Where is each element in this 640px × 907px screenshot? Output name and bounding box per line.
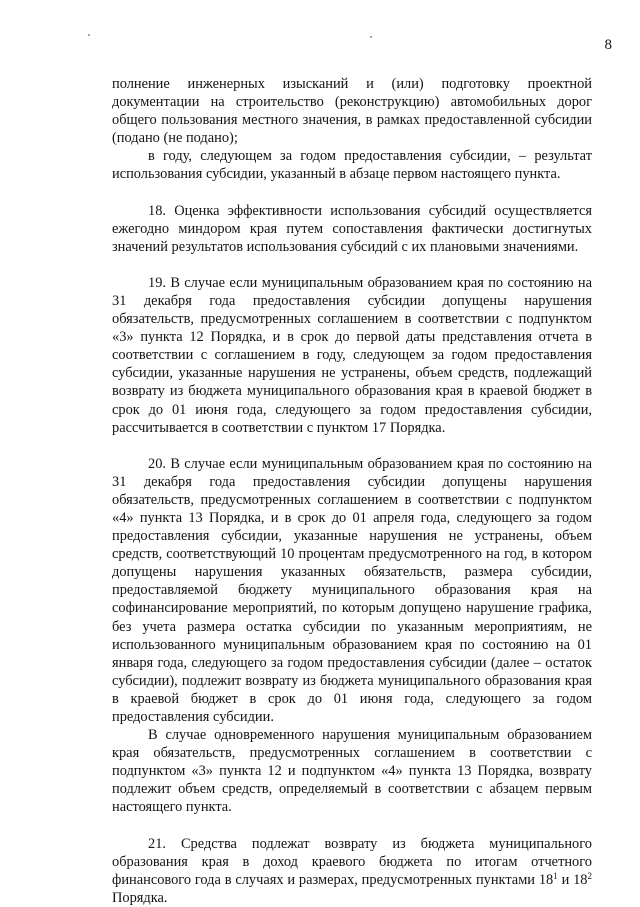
paragraph-intro-result: в году, следующем за годом предоставления субсидии, – результат использования субсидии, указанный в абзаце первом настоящего пункта. xyxy=(112,148,592,183)
paragraph-18: 18. Оценка эффективности использования субсидий осуществляется ежегодно миндором края путем сопоставления фактически достигнутых значений результатов использования субсидий с их плановыми значениями. xyxy=(112,202,592,255)
superscript-1: 1 xyxy=(553,870,558,881)
scan-speck xyxy=(370,36,372,38)
paragraph-20: 20. В случае если муниципальным образованием края по состоянию на 31 декабря года предоставления субсидии допущены нарушения обязательств, предусмотренных соглашением в соответствии с подпунктом «4» пункта 13 Порядка, и в срок до 01 апреля года, следующего за годом предоставления субсидии, указанные нарушения не устранены, объем средств, соответствующий 10 процентам предусмотренного на год, в котором допущены нарушения указанных обязательств, размера субсидии, предоставляемой бюджету муниципального образования края на софинансирование мероприятий, по которым допущено нарушение графика, без учета размера остатка субсидии по указанным мероприятиям, не использованного муниципальным образованием края по состоянию на 01 января года, следующего за годом предоставления субсидии (далее – остаток субсидии), подлежит возврату из бюджета муниципального образования края в краевой бюджет в срок до 01 июня года, следующего за годом предоставления субсидии. xyxy=(112,455,592,725)
document-body xyxy=(112,75,592,907)
page-number: 8 xyxy=(604,37,612,53)
paragraph-21-and: и 18 xyxy=(557,871,588,888)
paragraph-20-second: В случае одновременного нарушения муниципальным образованием края обязательств, предусмотренных соглашением в соответствии с подпунктом «3» пункта 12 и подпунктом «4» пункта 13 Порядка, возврату подлежит объем средств, определяемый в соответствии с абзацем первым настоящего пункта. xyxy=(112,727,592,816)
paragraph-19: 19. В случае если муниципальным образованием края по состоянию на 31 декабря года предоставления субсидии допущены нарушения обязательств, предусмотренных соглашением в соответствии с подпунктом «3» пункта 12 Порядка, и в срок до первой даты представления отчета в соответствии с соглашением в году, следующем за годом предоставления субсидии, указанные нарушения не устранены, объем средств, подлежащий возврату из бюджета муниципального образования края в краевой бюджет в срок до 01 июня года, следующего за годом предоставления субсидии, рассчитывается в соответствии с пунктом 17 Порядка. xyxy=(112,274,592,436)
paragraph-intro-continuation: полнение инженерных изысканий и (или) подготовку проектной документации на строительство (реконструкцию) автомобильных дорог общего пользования местного значения, в рамках предоставленной субсидии (подано (не подано); xyxy=(112,76,592,147)
paragraph-21 xyxy=(112,835,592,907)
paragraph-21-end: Порядка. xyxy=(112,889,168,906)
superscript-2: 2 xyxy=(587,870,592,881)
scan-speck xyxy=(88,34,90,36)
paragraph-21-text: 21. Средства подлежат возврату из бюджета муниципального образования края в доход краевого бюджета по итогам отчетного финансового года в случаях и размерах, предусмотренных пунктами 18 xyxy=(112,835,592,888)
